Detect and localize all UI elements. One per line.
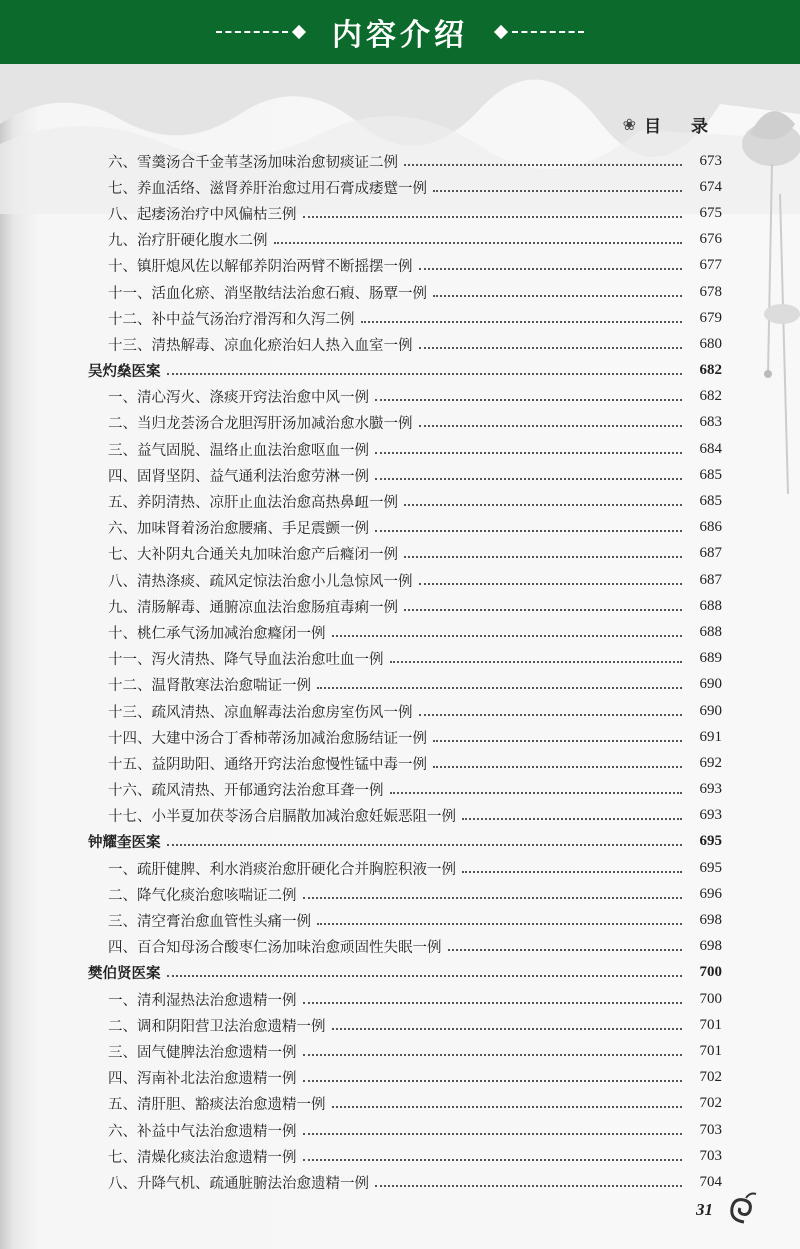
banner-title: 内容介绍 <box>332 18 468 53</box>
toc-header-title: 目 录 <box>644 117 720 137</box>
toc-header <box>623 112 720 137</box>
toc-entry-title: 四、泻南补北法治愈遗精一例 <box>108 1071 297 1088</box>
diamond-icon <box>292 25 306 39</box>
toc-entry-title: 一、清利湿热法治愈遗精一例 <box>108 992 297 1009</box>
toc-entry-title: 十六、疏风清热、开郁通窍法治愈耳聋一例 <box>108 783 384 800</box>
toc-entry-title: 十二、补中益气汤治疗滑泻和久泻二例 <box>108 311 355 328</box>
toc-entry-page: 674 <box>699 178 722 195</box>
dot-leader <box>404 163 682 166</box>
toc-entry-row[interactable] <box>88 619 722 645</box>
dot-leader <box>303 1079 683 1082</box>
toc-entry-page: 698 <box>699 938 722 955</box>
toc-entry-row[interactable] <box>88 907 722 933</box>
toc-entry-page: 698 <box>699 912 722 929</box>
dot-leader <box>433 294 682 297</box>
dot-leader <box>419 582 683 585</box>
toc-entry-row[interactable] <box>88 646 722 672</box>
swirl-ornament-icon <box>728 1192 758 1224</box>
dot-leader <box>462 870 682 873</box>
toc-entry-title: 十七、小半夏加茯苓汤合启膈散加减治愈妊娠恶阻一例 <box>108 809 456 826</box>
toc-entry-page: 701 <box>699 1042 722 1059</box>
toc-entry-page: 689 <box>699 650 722 667</box>
page-number: 31 <box>696 1200 713 1219</box>
dot-leader <box>332 1105 683 1108</box>
dot-leader <box>375 477 682 480</box>
toc-entry-title: 二、降气化痰治愈咳喘证二例 <box>108 887 297 904</box>
toc-entry-row[interactable] <box>88 724 722 750</box>
toc-entry-row[interactable] <box>88 803 722 829</box>
dot-leader <box>167 372 683 375</box>
dot-leader <box>167 843 683 846</box>
dot-leader <box>361 320 683 323</box>
toc-entry-row[interactable] <box>88 384 722 410</box>
dot-leader <box>375 529 682 532</box>
toc-entry-page: 701 <box>699 1016 722 1033</box>
toc-entry-title: 钟耀奎医案 <box>88 835 161 852</box>
toc-entry-page: 678 <box>699 283 722 300</box>
diamond-icon <box>494 25 508 39</box>
toc-entry-row[interactable] <box>88 698 722 724</box>
toc-entry-title: 九、治疗肝硬化腹水二例 <box>108 233 268 250</box>
toc-entry-title: 十、镇肝熄风佐以解郁养阴治两臂不断摇摆一例 <box>108 259 413 276</box>
toc-entry-title: 十、桃仁承气汤加减治愈癃闭一例 <box>108 625 326 642</box>
dot-leader <box>303 1132 683 1135</box>
dot-leader <box>433 739 682 742</box>
toc-entry-page: 693 <box>699 807 722 824</box>
dot-leader <box>448 948 683 951</box>
dot-leader <box>404 503 682 506</box>
toc-entry-page: 703 <box>699 1147 722 1164</box>
dot-leader <box>419 424 683 427</box>
toc-entry-row[interactable] <box>88 777 722 803</box>
toc-entry-row[interactable] <box>88 279 722 305</box>
toc-section-row[interactable] <box>88 960 722 986</box>
toc-entry-page: 702 <box>699 1069 722 1086</box>
dot-leader <box>419 267 683 270</box>
toc-entry-page: 693 <box>699 781 722 798</box>
toc-entry-page: 687 <box>699 571 722 588</box>
toc-entry-row[interactable] <box>88 462 722 488</box>
toc-entry-title: 三、固气健脾法治愈遗精一例 <box>108 1044 297 1061</box>
toc-entry-title: 一、疏肝健脾、利水消痰治愈肝硬化合并胸腔积液一例 <box>108 861 456 878</box>
toc-entry-title: 十三、清热解毒、凉血化瘀治妇人热入血室一例 <box>108 337 413 354</box>
toc-entry-page: 677 <box>699 257 722 274</box>
toc-entry-title: 十五、益阴助阳、通络开窍法治愈慢性锰中毒一例 <box>108 756 427 773</box>
dot-leader <box>332 1027 683 1030</box>
toc-entry-title: 九、清肠解毒、通腑凉血法治愈肠疽毒痢一例 <box>108 599 398 616</box>
toc-entry-title: 八、清热涤痰、疏风定惊法治愈小儿急惊风一例 <box>108 573 413 590</box>
toc-entry-page: 704 <box>699 1173 722 1190</box>
toc-entry-row[interactable] <box>88 410 722 436</box>
toc-section-row[interactable] <box>88 829 722 855</box>
toc-entry-title: 十四、大建中汤合丁香柿蒂汤加减治愈肠结证一例 <box>108 730 427 747</box>
toc-entry-row[interactable] <box>88 672 722 698</box>
dot-leader <box>167 974 683 977</box>
toc-entry-row[interactable] <box>88 855 722 881</box>
toc-entry-page: 692 <box>699 754 722 771</box>
toc-entry-title: 樊伯贤医案 <box>88 966 161 983</box>
lotus-decoration-icon <box>710 74 800 594</box>
toc-entry-page: 687 <box>699 545 722 562</box>
dot-leader <box>404 555 682 558</box>
toc-entry-page: 690 <box>699 676 722 693</box>
toc-entry-page: 685 <box>699 466 722 483</box>
dot-leader <box>317 686 682 689</box>
toc-entry-page: 683 <box>699 414 722 431</box>
dot-leader <box>375 451 682 454</box>
toc-entry-row[interactable] <box>88 174 722 200</box>
toc-entry-row[interactable] <box>88 1065 722 1091</box>
toc-entry-row[interactable] <box>88 436 722 462</box>
toc-entry-row[interactable] <box>88 567 722 593</box>
toc-entry-row[interactable] <box>88 488 722 514</box>
dot-leader <box>303 215 683 218</box>
toc-entry-row[interactable] <box>88 253 722 279</box>
dot-leader <box>419 346 683 349</box>
toc-entry-page: 685 <box>699 493 722 510</box>
toc-entry-page: 700 <box>699 990 722 1007</box>
toc-entry-page: 702 <box>699 1095 722 1112</box>
banner-right-ornament <box>490 27 584 37</box>
toc-entry-title: 七、清燥化痰法治愈遗精一例 <box>108 1149 297 1166</box>
toc-entry-row[interactable] <box>88 541 722 567</box>
cloud-swirl-icon: ❀ <box>622 115 637 134</box>
dot-leader <box>390 660 683 663</box>
toc-entry-page: 682 <box>699 388 722 405</box>
dot-leader <box>303 1001 683 1004</box>
toc-entry-page: 691 <box>699 728 722 745</box>
dot-leader <box>375 398 682 401</box>
toc-entry-row[interactable] <box>88 515 722 541</box>
toc-entry-title: 六、加味肾着汤治愈腰痛、手足震颤一例 <box>108 521 369 538</box>
toc-entry-row[interactable] <box>88 305 722 331</box>
toc-entry-row[interactable] <box>88 148 722 174</box>
toc-entry-page: 688 <box>699 597 722 614</box>
toc-entry-page: 682 <box>699 362 722 379</box>
toc-entry-page: 673 <box>699 152 722 169</box>
toc-entry-title: 十一、泻火清热、降气导血法治愈吐血一例 <box>108 652 384 669</box>
toc-entry-row[interactable] <box>88 227 722 253</box>
toc-entry-row[interactable] <box>88 1117 722 1143</box>
toc-entry-page: 676 <box>699 231 722 248</box>
dot-leader <box>303 1053 683 1056</box>
toc-entry-title: 八、起痿汤治疗中风偏枯三例 <box>108 206 297 223</box>
toc-entry-title: 四、百合知母汤合酸枣仁汤加味治愈顽固性失眠一例 <box>108 940 442 957</box>
toc-entry-row[interactable] <box>88 881 722 907</box>
banner-left-ornament <box>216 27 310 37</box>
toc-entry-title: 六、雪羹汤合千金苇茎汤加味治愈韧痰证二例 <box>108 154 398 171</box>
dot-leader <box>404 608 682 611</box>
toc-entry-title: 七、大补阴丸合通关丸加味治愈产后癃闭一例 <box>108 547 398 564</box>
toc-entry-title: 一、清心泻火、涤痰开窍法治愈中风一例 <box>108 390 369 407</box>
toc-entry-row[interactable] <box>88 934 722 960</box>
toc-entry-row[interactable] <box>88 593 722 619</box>
toc-entry-page: 688 <box>699 623 722 640</box>
toc-entry-title: 二、调和阴阳营卫法治愈遗精一例 <box>108 1018 326 1035</box>
toc-entry-page: 695 <box>699 833 722 850</box>
toc-entry-row[interactable] <box>88 1143 722 1169</box>
toc-entry-title: 十一、活血化瘀、消坚散结法治愈石瘕、肠覃一例 <box>108 285 427 302</box>
toc-entry-title: 吴灼燊医案 <box>88 364 161 381</box>
dot-leader <box>303 1158 683 1161</box>
dot-leader <box>433 189 682 192</box>
toc-entry-row[interactable] <box>88 1091 722 1117</box>
toc-entry-page: 684 <box>699 440 722 457</box>
toc-entry-title: 二、当归龙荟汤合龙胆泻肝汤加减治愈水臌一例 <box>108 416 413 433</box>
toc-entry-title: 十二、温肾散寒法治愈喘证一例 <box>108 678 311 695</box>
toc-entry-title: 六、补益中气法治愈遗精一例 <box>108 1123 297 1140</box>
dot-leader <box>390 791 683 794</box>
toc-section-row[interactable] <box>88 358 722 384</box>
toc-entry-row[interactable] <box>88 986 722 1012</box>
toc-entry-page: 696 <box>699 885 722 902</box>
dot-leader <box>419 713 683 716</box>
toc-entry-page: 690 <box>699 702 722 719</box>
toc-entry-page: 675 <box>699 204 722 221</box>
toc-entry-row[interactable] <box>88 1169 722 1195</box>
toc-entry-row[interactable] <box>88 750 722 776</box>
dot-leader <box>303 896 683 899</box>
toc-entry-title: 十三、疏风清热、凉血解毒法治愈房室伤风一例 <box>108 704 413 721</box>
toc-entry-page: 680 <box>699 335 722 352</box>
toc-entry-row[interactable] <box>88 1038 722 1064</box>
toc-entry-page: 679 <box>699 309 722 326</box>
toc-entry-page: 703 <box>699 1121 722 1138</box>
dot-leader <box>332 634 683 637</box>
toc-entry-title: 五、养阴清热、凉肝止血法治愈高热鼻衄一例 <box>108 495 398 512</box>
toc-entry-title: 三、清空膏治愈血管性头痛一例 <box>108 914 311 931</box>
toc-entry-title: 八、升降气机、疏通脏腑法治愈遗精一例 <box>108 1175 369 1192</box>
dot-leader <box>433 765 682 768</box>
toc-entry-title: 四、固肾坚阴、益气通利法治愈劳淋一例 <box>108 468 369 485</box>
book-page <box>0 64 800 1249</box>
toc-entry-title: 五、清肝胆、豁痰法治愈遗精一例 <box>108 1097 326 1114</box>
toc-entry-row[interactable] <box>88 1012 722 1038</box>
toc-entry-page: 686 <box>699 519 722 536</box>
toc-entry-page: 700 <box>699 964 722 981</box>
toc-entry-page: 695 <box>699 859 722 876</box>
banner <box>0 0 800 64</box>
table-of-contents <box>88 148 722 1196</box>
toc-entry-row[interactable] <box>88 200 722 226</box>
dot-leader <box>317 922 682 925</box>
toc-entry-row[interactable] <box>88 331 722 357</box>
toc-entry-title: 三、益气固脱、温络止血法治愈呕血一例 <box>108 442 369 459</box>
dot-leader <box>462 817 682 820</box>
dot-leader <box>274 241 683 244</box>
toc-entry-title: 七、养血活络、滋肾养肝治愈过用石膏成痿躄一例 <box>108 180 427 197</box>
dot-leader <box>375 1184 682 1187</box>
